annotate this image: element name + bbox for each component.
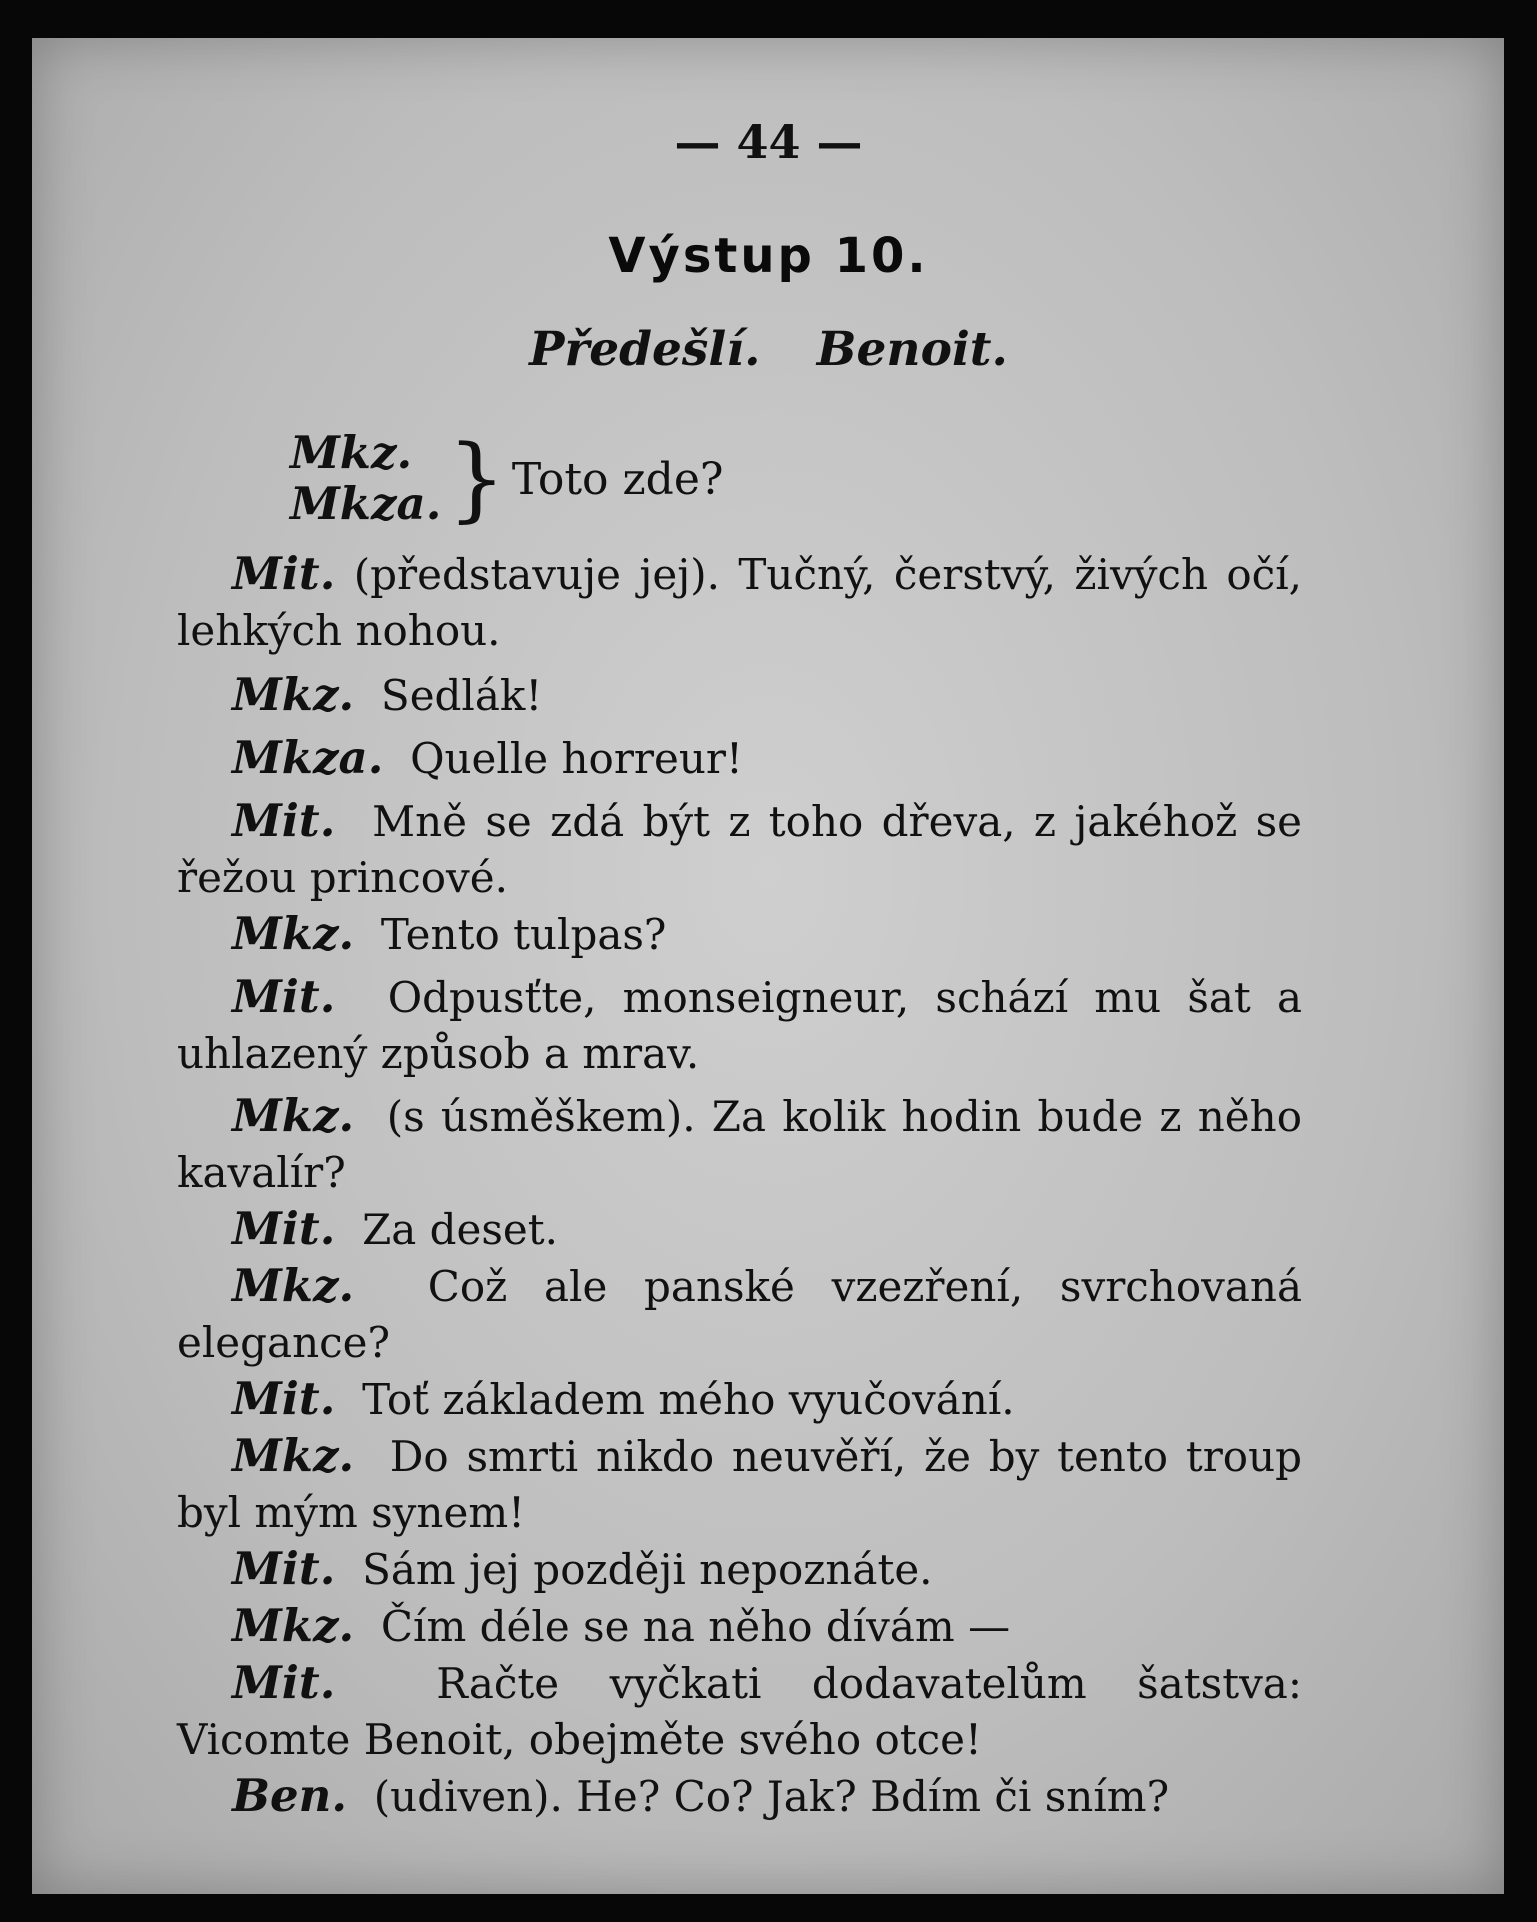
dialogue-line [232, 1598, 1302, 1655]
speaker-name: Mit. [232, 1372, 336, 1425]
speech-text: Což ale panské vzezření, svrchovaná elegance? [177, 1262, 1303, 1367]
dialogue-line [232, 1768, 1302, 1825]
dialogue-line [232, 1541, 1302, 1598]
dialogue-line [177, 546, 1302, 659]
speech-text: Do smrti nikdo neuvěří, že by tento troup byl mým synem! [177, 1432, 1303, 1537]
page-number: — 44 — [674, 115, 863, 169]
dialogue-line [232, 1371, 1302, 1428]
dialogue-line [232, 1201, 1302, 1258]
speaker-name: Mit. [232, 1542, 336, 1595]
speech-text: (s úsměškem). Za kolik hodin bude z něho kavalír? [177, 1092, 1302, 1197]
speech-text: Za deset. [362, 1205, 559, 1254]
dialogue-line [177, 1258, 1302, 1371]
dialogue-line [177, 1655, 1302, 1768]
speaker-name: Mkz. [232, 668, 355, 721]
speaker-name: Mkza. [232, 731, 384, 784]
speech-text: (udiven). He? Co? Jak? Bdím či sním? [373, 1772, 1170, 1821]
speech-text: Čím déle se na něho dívám — [380, 1602, 1011, 1651]
speaker-name: Mit. [232, 1656, 336, 1709]
speaker-name: Mkza. [290, 477, 442, 530]
dialogue-line [177, 969, 1302, 1082]
speaker-name: Mkz. [232, 1089, 355, 1142]
speech-text: Tento tulpas? [380, 910, 667, 959]
speaker-name: Mit. [232, 794, 336, 847]
dialogue-line [177, 793, 1302, 906]
brace-mark: } [447, 425, 506, 532]
dialogue-line [177, 1428, 1302, 1541]
speaker-name: Mkz. [232, 1599, 355, 1652]
speaker-name: Mkz. [232, 907, 355, 960]
speaker-name: Mit. [232, 547, 336, 600]
speech-text: Sám jej později nepoznáte. [362, 1545, 933, 1594]
speech-text: Toto zde? [511, 453, 724, 505]
speech-text: Odpusťte, monseigneur, schází mu šat a uhlazený způsob a mrav. [177, 973, 1303, 1078]
dialogue [177, 546, 1303, 1825]
speech-text: Račte vyčkati dodavatelům šatstva: Vicomte Benoit, obejměte svého otce! [177, 1659, 1302, 1764]
speech-text: Toť základem mého vyučování. [362, 1375, 1015, 1424]
speech-text: Quelle horreur! [410, 734, 743, 783]
joint-speakers [290, 428, 441, 530]
speech-text: (představuje jej). Tučný, čerstvý, živých očí, lehkých nohou. [177, 550, 1302, 655]
speech-text: Sedlák! [380, 671, 543, 720]
speaker-name: Ben. [232, 1769, 348, 1822]
speech-text: Mně se zdá být z toho dřeva, z jakéhož se řežou princové. [177, 797, 1303, 902]
speaker-name: Mit. [232, 1202, 336, 1255]
speaker-name: Mkz. [290, 426, 413, 479]
speaker-name: Mit. [232, 970, 336, 1023]
speaker-name: Mkz. [232, 1259, 355, 1312]
scene-title: Výstup 10. [608, 228, 929, 284]
dialogue-line [232, 906, 1302, 963]
dialogue-line [177, 1088, 1302, 1201]
joint-speech [290, 425, 724, 532]
dialogue-line [232, 730, 1302, 787]
speaker-name: Mkz. [232, 1429, 355, 1482]
cast-list: Předešlí. Benoit. [529, 322, 1008, 377]
dialogue-line [232, 667, 1302, 724]
